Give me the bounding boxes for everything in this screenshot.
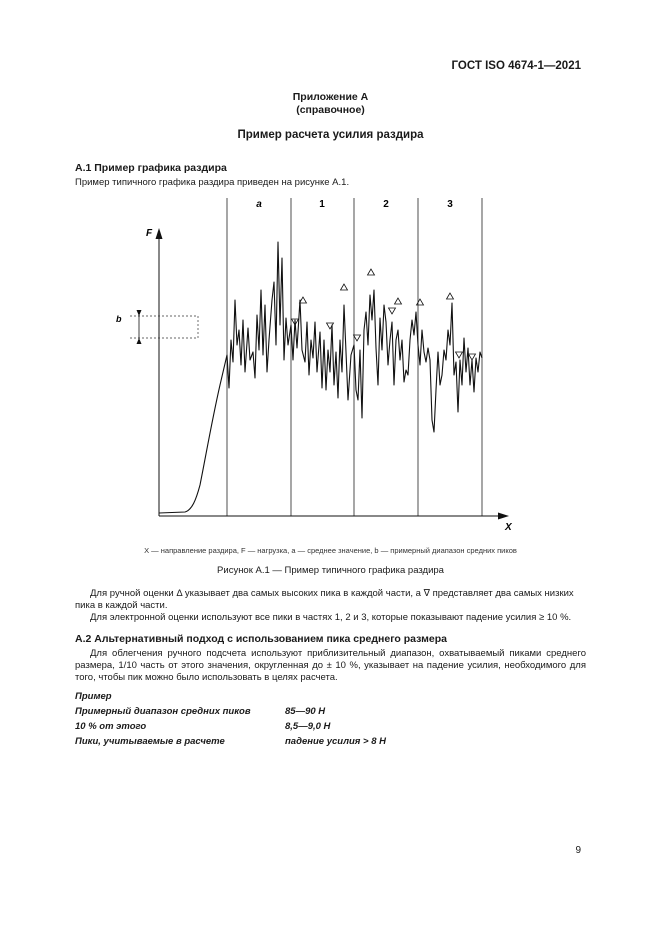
example-row-label: Пики, учитываемые в расчете	[75, 736, 225, 747]
x-axis-label: X	[505, 522, 512, 533]
section-a1-heading: А.1 Пример графика раздира	[75, 162, 227, 174]
high-peak-marker	[341, 284, 348, 290]
low-peak-marker	[456, 352, 463, 358]
figure-caption: Рисунок А.1 — Пример типичного графика раздира	[217, 565, 444, 576]
section-label-a: a	[256, 199, 262, 210]
example-row-label: 10 % от этого	[75, 721, 147, 732]
annex-subtitle: (справочное)	[296, 104, 365, 116]
page-title: Пример расчета усилия раздира	[237, 129, 424, 141]
section-label-2: 2	[383, 199, 389, 210]
section-a1-intro: Пример типичного графика раздира приведен на рисунке А.1.	[75, 177, 350, 188]
section-label-1: 1	[319, 199, 325, 210]
tear-curve	[159, 242, 482, 513]
low-peak-marker	[469, 354, 476, 360]
section-a2-text: Для облегчения ручного подсчета используют приблизительный диапазон, охватываемый пиками среднего размера, 1/10 часть от этого значения, округленная до ± 10 %, указывает на падение усилия, необходимого для того, чтобы пик можно было использовать в целях расчета.	[75, 648, 586, 683]
document-id: ГОСТ ISO 4674-1—2021	[451, 60, 581, 72]
b-label: b	[116, 314, 122, 324]
y-axis-label: F	[146, 228, 153, 239]
page-number: 9	[575, 845, 581, 856]
section-label-3: 3	[447, 199, 453, 210]
x-axis-arrow	[498, 513, 509, 520]
manual-evaluation-paragraph: Для ручной оценки Δ указывает два самых высоких пика в каждой части, а ∇ представляет два самых низких пика в каждой части.	[75, 588, 574, 611]
low-peak-marker	[389, 308, 396, 314]
section-a2-heading: А.2 Альтернативный подход с использованием пика среднего размера	[75, 633, 447, 645]
high-peak-marker	[368, 269, 375, 275]
figure-legend: X — направление раздира, F — нагрузка, a — среднее значение, b — примерный диапазон средних пиков	[144, 546, 517, 555]
example-title: Пример	[75, 691, 112, 702]
example-row-value: 85—90 Н	[285, 706, 326, 717]
example-row-label: Примерный диапазон средних пиков	[75, 706, 251, 717]
example-row-value: падение усилия > 8 Н	[285, 736, 386, 747]
high-peak-marker	[417, 299, 424, 305]
high-peak-marker	[395, 298, 402, 304]
annex-title: Приложение А	[292, 91, 369, 103]
electronic-evaluation-paragraph: Для электронной оценки используют все пики в частях 1, 2 и 3, которые показывают падение усилия ≥ 10 %.	[90, 612, 572, 623]
example-row-value: 8,5—9,0 Н	[285, 721, 331, 732]
low-peak-marker	[354, 335, 361, 341]
y-axis-arrow	[156, 228, 163, 239]
high-peak-marker	[447, 293, 454, 299]
